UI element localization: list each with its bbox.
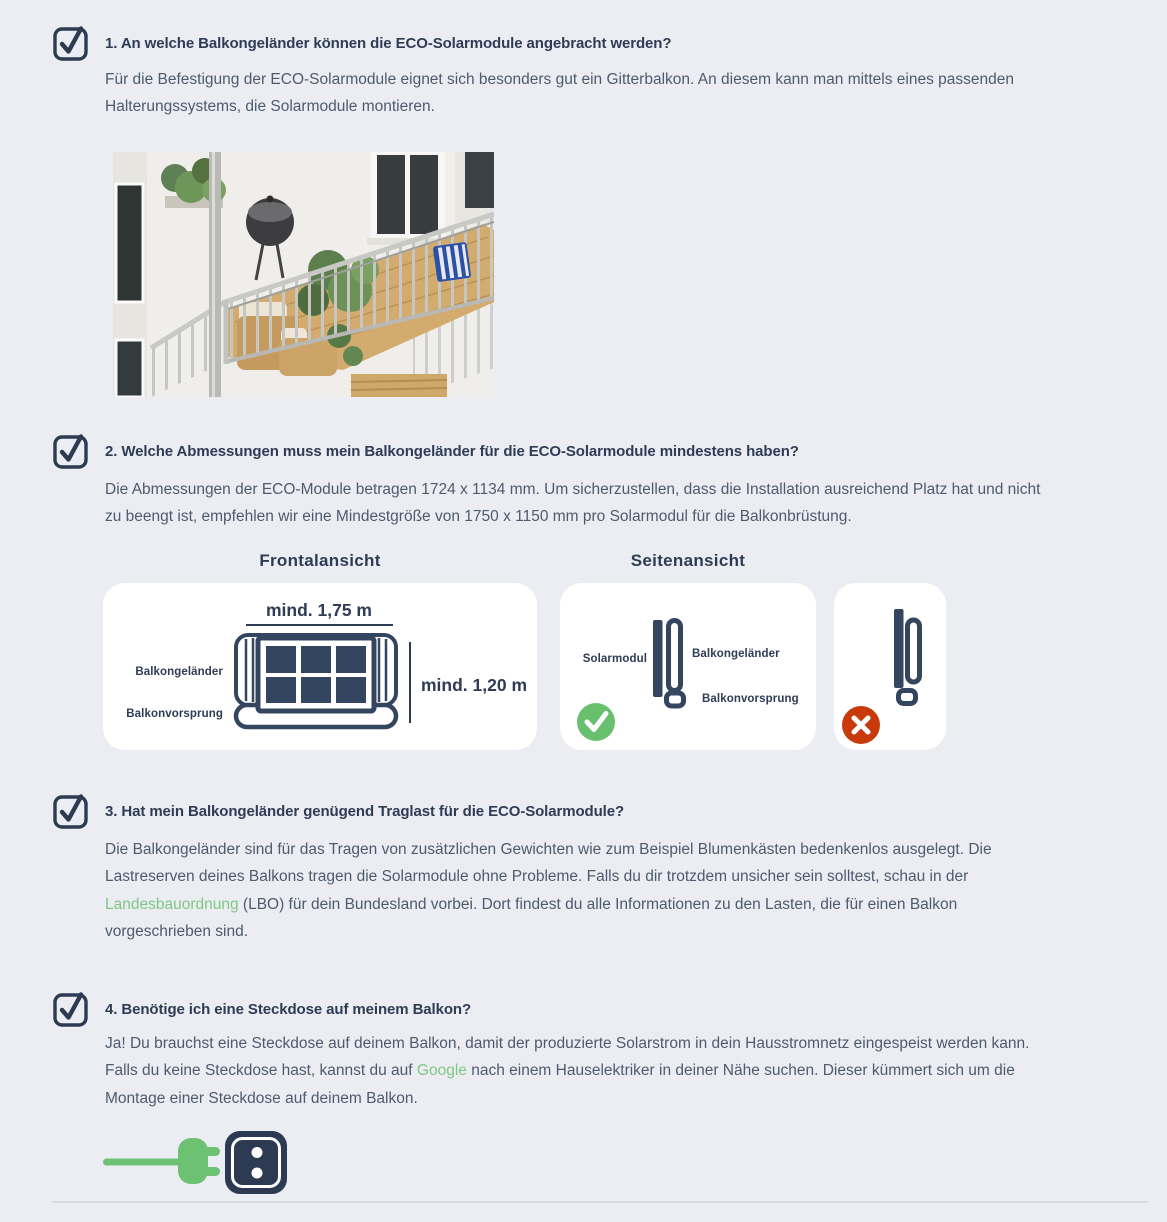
question-4-heading: 4. Benötige ich eine Steckdose auf meinem Balkon? bbox=[105, 1000, 472, 1018]
balcony-photo-illustration bbox=[113, 152, 494, 397]
section-divider bbox=[52, 1201, 1148, 1203]
min-height-label: mind. 1,20 m bbox=[421, 675, 528, 695]
question-3-heading: 3. Hat mein Balkongeländer genügend Traglast für die ECO-Solarmodule? bbox=[105, 802, 625, 820]
answer-2-text: Die Abmessungen der ECO-Module betragen 1724 x 1134 mm. Um sicherzustellen, dass die Installation ausreichend Platz hat und nicht zu beengt ist, empfehlen wir eine Mindestgröße von 1750 x 1150 mm pro Solarmodul für die Balkonbrüstung. bbox=[105, 481, 1041, 526]
answer-3-text bbox=[105, 836, 1135, 946]
check-circle-icon bbox=[577, 703, 615, 741]
min-width-label: mind. 1,75 m bbox=[265, 600, 373, 620]
answer-4-after: nach einem Hauselektriker in deiner Nähe suchen. Dieser kümmert sich um die Montage einer Steckdose auf deinem Balkon. bbox=[105, 1062, 1015, 1107]
answer-3-after: (LBO) für dein Bundesland vorbei. Dort findest du alle Informationen zu den Lasten, die für einen Balkon vorgeschrieben sind. bbox=[105, 895, 958, 941]
side-view-wrong-diagram bbox=[834, 583, 946, 750]
side-railing-label: Balkongeländer bbox=[692, 648, 780, 660]
checkbox-checked-icon bbox=[52, 432, 90, 470]
power-plug-and-socket-illustration bbox=[103, 1131, 287, 1194]
question-1-heading: 1. An welche Balkongeländer können die ECO-Solarmodule angebracht werden? bbox=[105, 34, 672, 52]
answer-4-text bbox=[105, 1030, 1135, 1112]
side-view-correct-card bbox=[560, 583, 816, 750]
side-module-label: Solarmodul bbox=[582, 653, 647, 665]
front-view-diagram bbox=[103, 583, 537, 750]
front-ledge-label: Balkonvorsprung bbox=[126, 708, 223, 720]
balcony-photo bbox=[113, 152, 494, 397]
answer-4-before: Ja! Du brauchst eine Steckdose auf deinem Balkon, damit der produzierte Solarstrom in dein Hausstromnetz eingespeist werden kann. Falls du keine Steckdose hast, kannst du auf bbox=[105, 1035, 1030, 1080]
front-railing-label: Balkongeländer bbox=[135, 666, 223, 678]
landesbauordnung-link[interactable]: Landesbauordnung bbox=[105, 895, 239, 913]
side-view-title: Seitenansicht bbox=[630, 551, 746, 570]
checkbox-checked-icon bbox=[52, 990, 90, 1028]
front-view-title: Frontalansicht bbox=[259, 551, 381, 570]
checkbox-checked-icon bbox=[52, 792, 90, 830]
side-view-wrong-card bbox=[834, 583, 946, 750]
answer-1-text: Für die Befestigung der ECO-Solarmodule eignet sich besonders gut ein Gitterbalkon. An diesem kann man mittels eines passenden Halterungssystems, die Solarmodule montieren. bbox=[105, 71, 1014, 116]
x-circle-icon bbox=[842, 706, 880, 744]
answer-3-before: Die Balkongeländer sind für das Tragen von zusätzlichen Gewichten wie zum Beispiel Blumenkästen bedenkenlos ausgelegt. Die Lastreserven deines Balkons tragen die Solarmodule ohne Probleme. Falls du dir trotzdem unsicher sein solltest, schau in der bbox=[105, 841, 992, 886]
google-link[interactable]: Google bbox=[416, 1062, 467, 1080]
side-view-correct-diagram bbox=[560, 583, 816, 750]
front-view-card bbox=[103, 583, 537, 750]
socket-icon bbox=[225, 1131, 287, 1194]
question-2-heading: 2. Welche Abmessungen muss mein Balkongeländer für die ECO-Solarmodule mindestens haben? bbox=[105, 442, 799, 460]
side-ledge-label: Balkonvorsprung bbox=[702, 693, 799, 705]
checkbox-checked-icon bbox=[52, 24, 90, 62]
power-plug-icon bbox=[103, 1138, 220, 1184]
